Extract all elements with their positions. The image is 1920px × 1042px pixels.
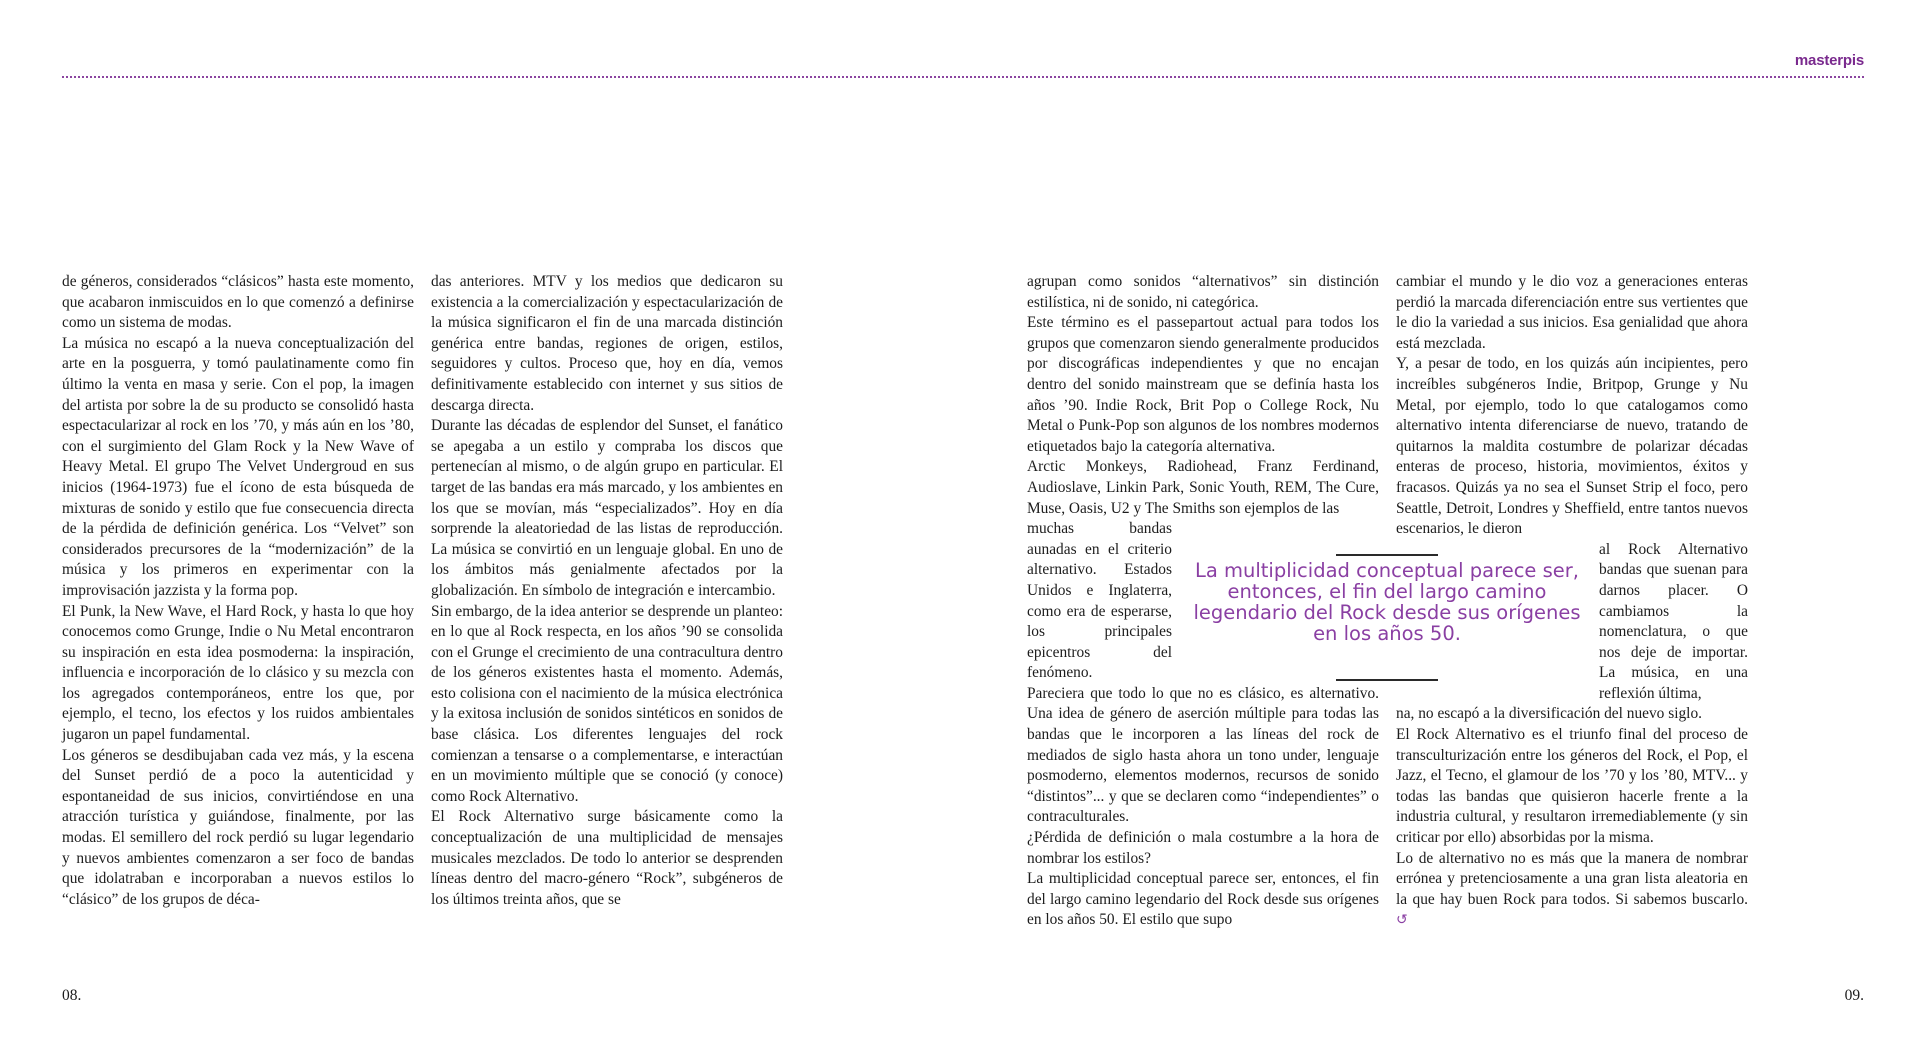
paragraph: Los géneros se desdibujaban cada vez más, y la escena del Sunset perdió de a poco la autenticidad y espontaneidad de sus inicios, convirtiéndose en una atracción turística y guiándose, finalmente, por las modas. El semillero del rock perdió su lugar legendario y nuevos ambientes comenzaron a ser foco de bandas que idolatraban e incorporaban a nuevos estilos lo “clásico” de los grupos de déca- — [62, 746, 414, 908]
paragraph: La multiplicidad conceptual parece ser, entonces, el fin del largo camino legendario del Rock desde sus orígenes en los años 50. El estilo que supo — [1027, 870, 1379, 929]
paragraph — [1396, 849, 1748, 931]
paragraph: Arctic Monkeys, Radiohead, Franz Ferdinand, Audioslave, Linkin Park, Sonic Youth, REM, The Cure, Muse, Oasis, U2 y The Smiths son ejemplos de las — [1027, 458, 1379, 517]
paragraph: de géneros, considerados “clásicos” hasta este momento, que acabaron inmiscuidos en lo que comenzó a definirse como un sistema de modas. — [62, 273, 414, 332]
pull-quote-top-rule — [1336, 554, 1438, 556]
pull-quote-bottom-rule — [1336, 679, 1438, 681]
header-dotted-rule — [62, 76, 1864, 78]
column-2 — [431, 272, 783, 910]
paragraph: La música no escapó a la nueva conceptualización del arte en la posguerra, y tomó paulatinamente como fin último la venta en masa y serie. Con el pop, la imagen del artista por sobre la de su producto se consolidó hasta espectacularizar al rock en los ’70, y más aún en los ’80, con el surgimiento del Glam Rock y la New Wave of Heavy Metal. El grupo The Velvet Undergroud en sus inicios (1964-1973) fue el ícono de esta búsqueda de mixturas de sonido y estilo que fue consecuencia directa de la pérdida de definición genérica. Los “Velvet” son considerados precursores de la “modernización” de la música y los primeros en experimentar con la improvisación jazzista y la forma pop. — [62, 334, 414, 599]
paragraph: agrupan como sonidos “alternativos” sin distinción estilística, ni de sonido, ni categórica. — [1027, 273, 1379, 311]
column-1 — [62, 272, 414, 910]
paragraph: Pareciera que todo lo que no es clásico, es alternativo. Una idea de género de aserción múltiple para todas las bandas que le incorporen a las líneas del rock de mediados de siglo hasta ahora un tono under, lenguaje posmoderno, elementos modernos, recursos de sonido “distintos”... y que se declaren como “independientes” o contraculturales. — [1027, 684, 1379, 826]
paragraph-wrapped: al Rock Alternativo bandas que suenan para darnos placer. O cambiamos la nomenclatura, o que nos deje de importar. La música, en una reflexión última, — [1599, 540, 1748, 702]
closing-text: Lo de alternativo no es más que la manera de nombrar errónea y pretenciosamente a una gran lista aleatoria en la que hay buen Rock para todos. Si sabemos buscarlo. — [1396, 849, 1748, 908]
paragraph: Este término es el passepartout actual para todos los grupos que comenzaron siendo generalmente producidos por discográficas independientes y que no encajan dentro del sonido mainstream que se definía hasta los años ’90. Indie Rock, Brit Pop o College Rock, Nu Metal o Punk-Pop son algunos de los nombres modernos etiquetados bajo la categoría alternativa. — [1027, 314, 1379, 455]
paragraph-wrapped: muchas bandas aunadas en el criterio alternativo. Estados Unidos e Inglaterra, como era de esperarse, los principales epicentros del fenómeno. — [1027, 520, 1172, 682]
paragraph: El Punk, la New Wave, el Hard Rock, y hasta lo que hoy conocemos como Grunge, Indie o Nu Metal encontraron su inspiración en esta idea posmoderna: la inspiración, influencia e incorporación de lo clásico y su mezcla con los agregados contemporáneos, entre los que, por ejemplo, el tecno, los efectos y los ruidos ambientales jugaron un papel fundamental. — [62, 602, 414, 744]
paragraph: Sin embargo, de la idea anterior se desprende un planteo: en lo que al Rock respecta, en los años ’90 se consolida con el Grunge el crecimiento de una contracultura dentro de los géneros existentes hasta el momento. Además, esto colisiona con el nacimiento de la música electrónica y la exitosa inclusión de sonidos sintéticos en sonidos de base clásica. Los diferentes lenguajes del rock comienzan a tensarse o a complementarse, e interactúan en un movimiento múltiple que se conoció (y conoce) como Rock Alternativo. — [431, 602, 783, 805]
pull-quote: La multiplicidad conceptual parece ser, entonces, el fin del largo camino legendario del Rock desde sus orígenes en los años 50. — [1193, 559, 1581, 645]
magazine-brand: masterpis — [1794, 52, 1864, 69]
paragraph: ¿Pérdida de definición o mala costumbre a la hora de nombrar los estilos? — [1027, 829, 1379, 867]
paragraph: El Rock Alternativo surge básicamente como la conceptualización de una multiplicidad de mensajes musicales mezclados. De todo lo anterior se desprenden líneas dentro del macro-género “Rock”, subgéneros de los últimos treinta años, que se — [431, 808, 783, 908]
paragraph: cambiar el mundo y le dio voz a generaciones enteras perdió la marcada diferenciación entre sus vertientes que le dio la variedad a sus inicios. Esa genialidad que ahora está mezclada. — [1396, 273, 1748, 352]
page-number-right: 09. — [1844, 987, 1864, 1004]
page-number-left: 08. — [62, 987, 82, 1004]
end-mark-icon: ↺ — [1396, 912, 1408, 929]
paragraph: Y, a pesar de todo, en los quizás aún incipientes, pero increíbles subgéneros Indie, Britpop, Grunge y Nu Metal, por ejemplo, todo lo que catalogamos como alternativo intenta diferenciarse de nuevo, tratando de quitarnos la maldita costumbre de polarizar décadas enteras de proceso, historia, movimientos, éxitos y fracasos. Quizás ya no sea el Sunset Strip el foco, pero Seattle, Detroit, Londres y Sheffield, entre tantos nuevos escenarios, le dieron — [1396, 355, 1748, 538]
paragraph: Durante las décadas de esplendor del Sunset, el fanático se apegaba a un estilo y compraba los discos que pertenecían al mismo, o de algún grupo en particular. El target de las bandas era más marcado, y los ambientes en los que se movían, más “especializados”. Hoy en día sorprende la aleatoriedad de las listas de reproducción. La música se convirtió en un lenguaje global. En uno de los ámbitos más genialmente afectados por la globalización. En símbolo de integración e intercambio. — [431, 417, 783, 599]
paragraph: El Rock Alternativo es el triunfo final del proceso de transculturización entre los géneros del Rock, el Pop, el Jazz, el Tecno, el glamour de los ’70 y los ’80, MTV... y todas las bandas que quisieron hacerle frente a la industria cultural, y resultaron irremediablemente (y sin criticar por ello) absorbidas por la misma. — [1396, 726, 1748, 847]
paragraph: na, no escapó a la diversificación del nuevo siglo. — [1396, 705, 1703, 723]
paragraph: das anteriores. MTV y los medios que dedicaron su existencia a la comercialización y espectacularización de la música significaron el fin de una marcada distinción genérica entre bandas, regiones de origen, estilos, seguidores y cultos. Proceso que, hoy en día, vemos definitivamente establecido con internet y sus sitios de descarga directa. — [431, 273, 783, 414]
